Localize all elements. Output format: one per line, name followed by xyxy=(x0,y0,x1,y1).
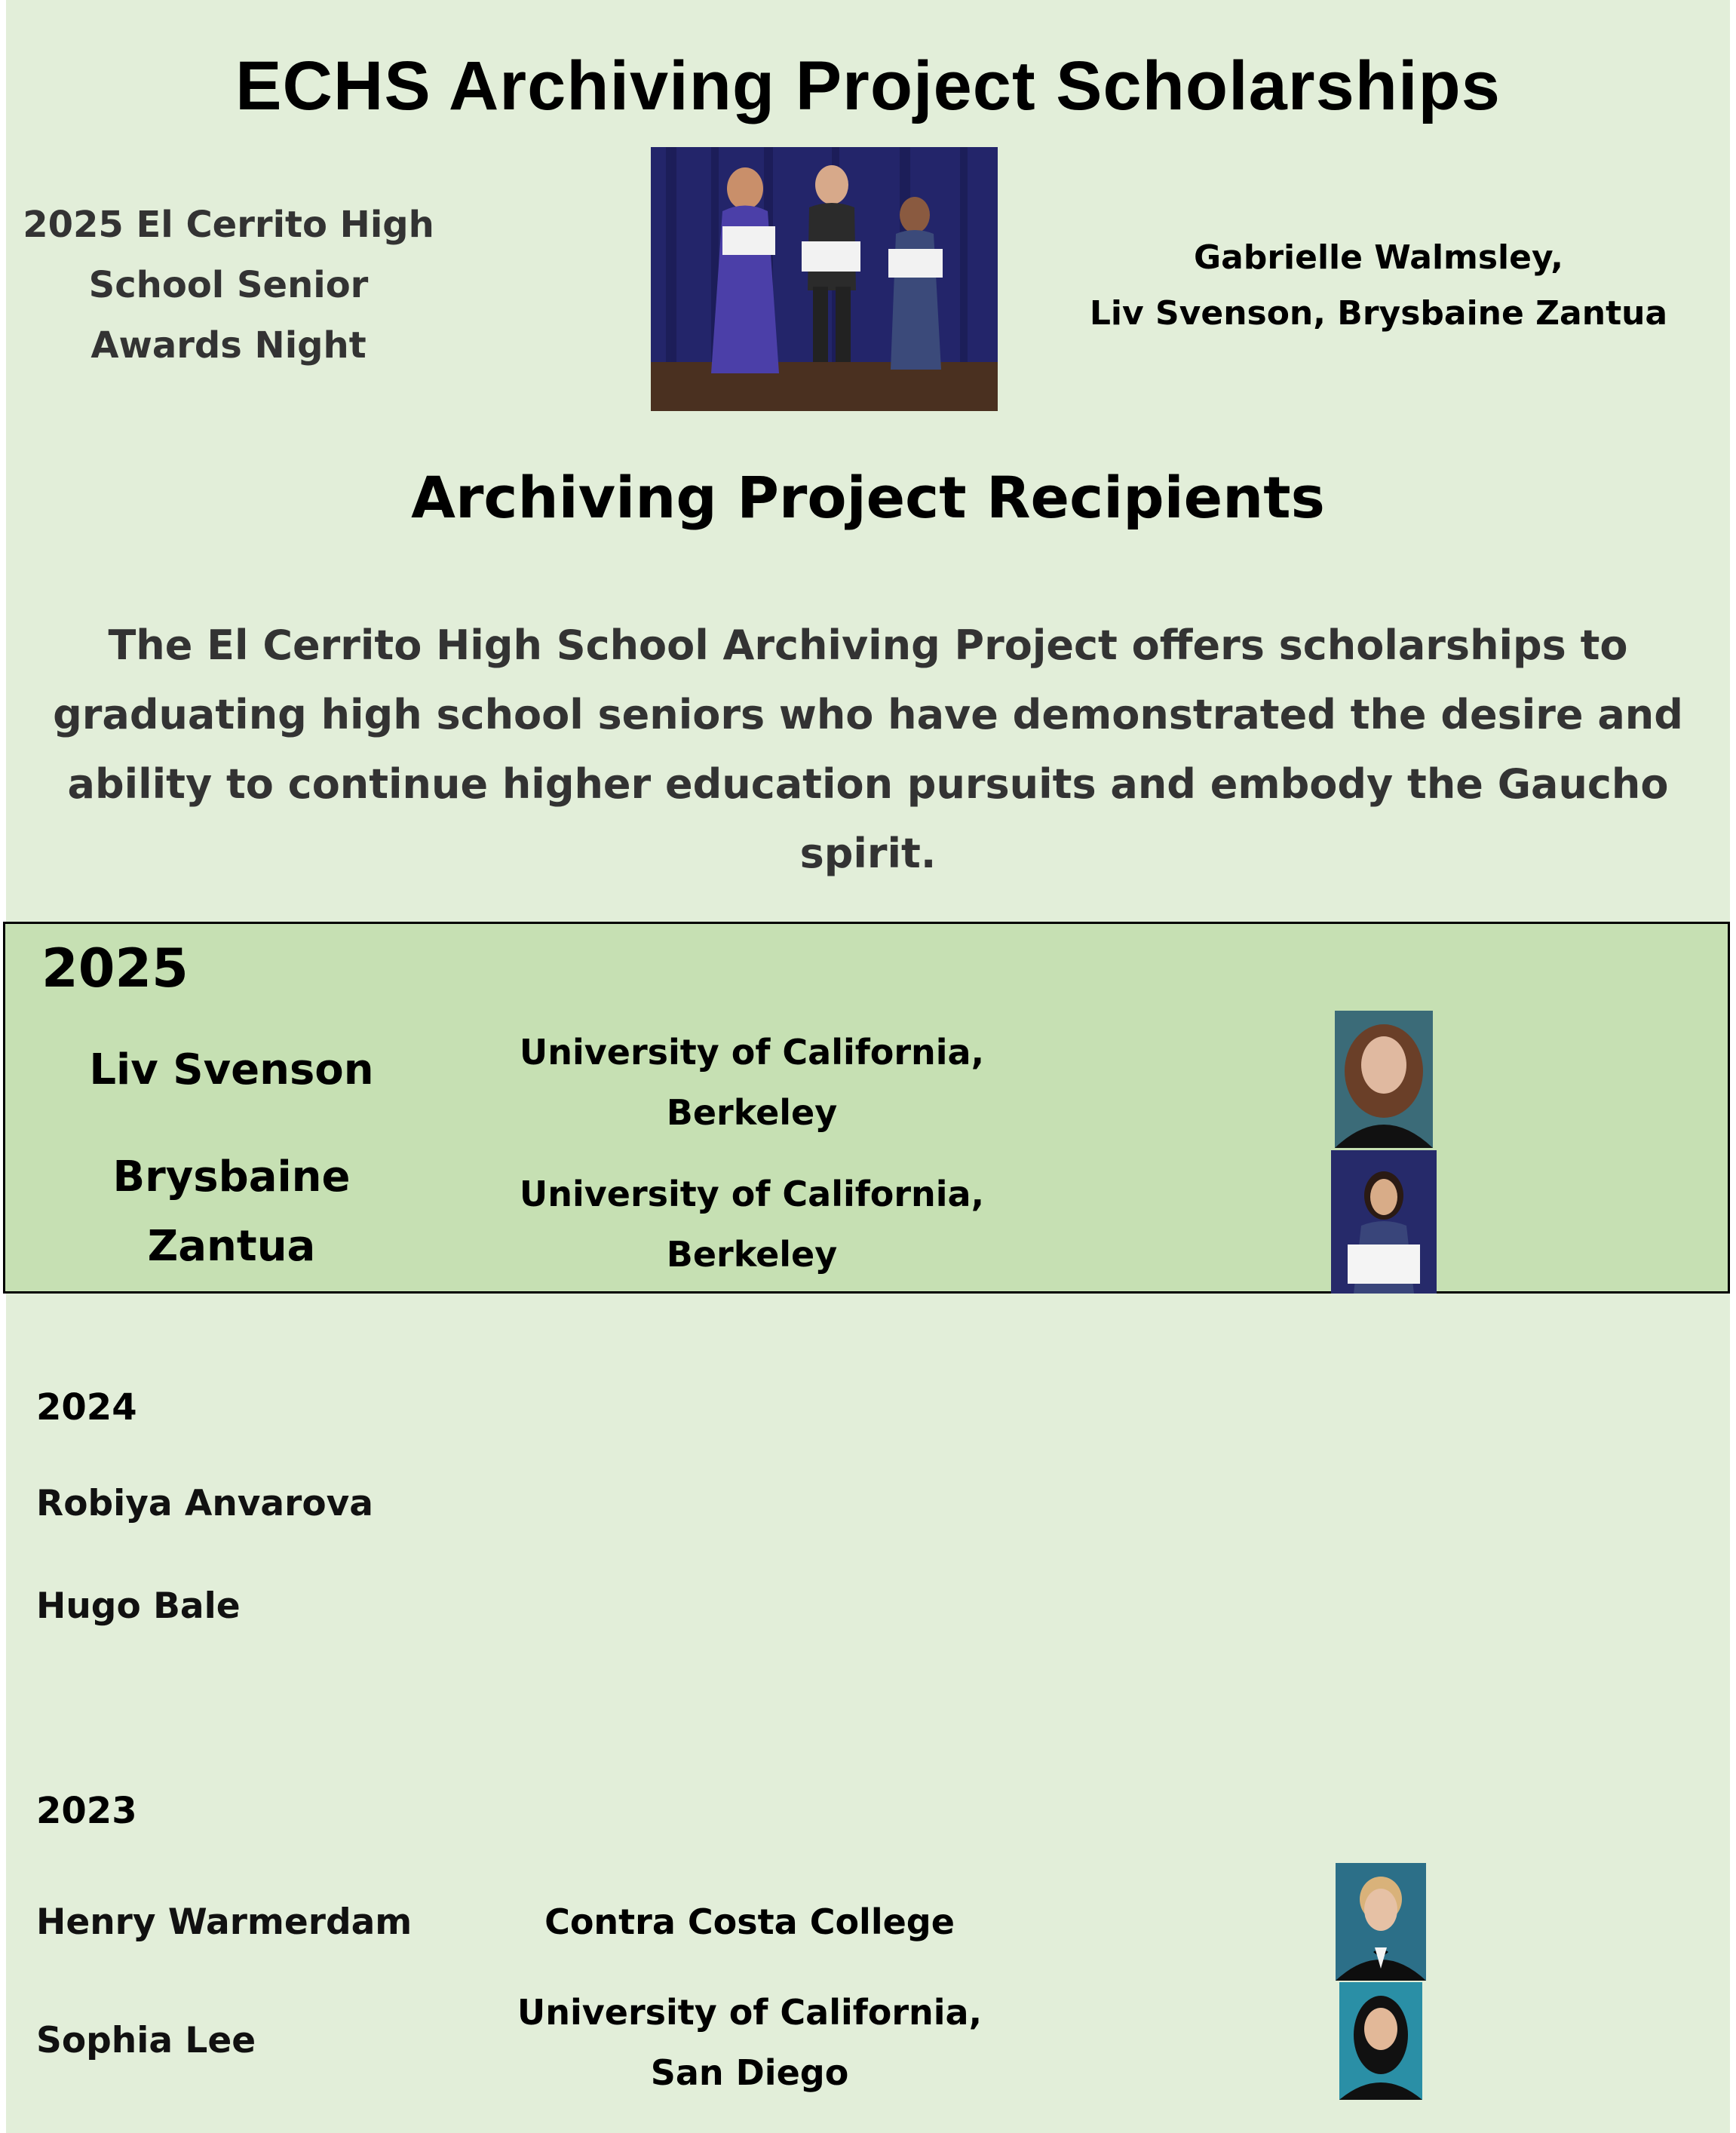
photo-names xyxy=(1047,230,1710,342)
recipient-school xyxy=(440,1982,1059,2103)
recipient-portrait xyxy=(1339,1982,1422,2100)
event-caption-line: School Senior xyxy=(88,264,369,306)
school-line: University of California, xyxy=(519,1032,985,1073)
portrait-brysbaine-icon xyxy=(1331,1150,1437,1294)
school-line: University of California, xyxy=(517,1992,983,2033)
portrait-liv-icon xyxy=(1335,1011,1433,1148)
intro-paragraph xyxy=(6,611,1730,888)
recipient-school xyxy=(443,1164,1061,1284)
intro-line: The El Cerrito High School Archiving Project offers scholarships to xyxy=(108,621,1628,669)
photo-names-line: Liv Svenson, Brysbaine Zantua xyxy=(1089,294,1668,333)
recipient-portrait xyxy=(1331,1150,1437,1294)
photo-names-line: Gabrielle Walmsley, xyxy=(1194,238,1563,277)
recipient-name xyxy=(20,1143,443,1281)
group-award-photo-icon xyxy=(651,147,998,411)
school-line: Berkeley xyxy=(666,1234,838,1275)
recipient-school xyxy=(440,1892,1059,1952)
recipient-name xyxy=(20,1036,443,1105)
school-line: San Diego xyxy=(650,2052,849,2093)
portrait-henry-icon xyxy=(1336,1863,1426,1981)
recipient-name: Robiya Anvarova xyxy=(36,1483,373,1524)
award-night-photo xyxy=(651,147,998,411)
recipient-name: Henry Warmerdam xyxy=(36,1901,413,1943)
year-2025-section xyxy=(3,922,1730,1294)
school-line: Berkeley xyxy=(666,1092,838,1133)
intro-line: graduating high school seniors who have demonstrated the desire and xyxy=(53,691,1683,738)
event-caption-line: Awards Night xyxy=(90,324,367,367)
year-label: 2025 xyxy=(41,938,189,999)
recipient-school xyxy=(443,1022,1061,1143)
year-label: 2023 xyxy=(36,1790,137,1832)
recipient-name-line: Brysbaine xyxy=(112,1152,351,1202)
page xyxy=(6,0,1730,2133)
recipient-name-line: Zantua xyxy=(147,1222,316,1271)
intro-line: ability to continue higher education pursuits and embody the Gaucho xyxy=(67,760,1669,808)
recipient-name-line: Liv Svenson xyxy=(89,1045,374,1094)
recipient-name: Sophia Lee xyxy=(36,2020,256,2061)
recipient-portrait xyxy=(1335,1011,1433,1148)
section-title: Archiving Project Recipients xyxy=(411,464,1325,531)
intro-line: spirit. xyxy=(799,830,937,877)
event-caption xyxy=(6,195,451,376)
event-caption-line: 2025 El Cerrito High xyxy=(23,204,434,246)
recipient-portrait xyxy=(1336,1863,1426,1981)
year-label: 2024 xyxy=(36,1386,137,1429)
page-title: ECHS Archiving Project Scholarships xyxy=(235,48,1501,124)
portrait-sophia-icon xyxy=(1339,1982,1422,2100)
school-line: University of California, xyxy=(519,1174,985,1214)
recipient-name: Hugo Bale xyxy=(36,1585,241,1627)
school-line: Contra Costa College xyxy=(544,1901,955,1942)
